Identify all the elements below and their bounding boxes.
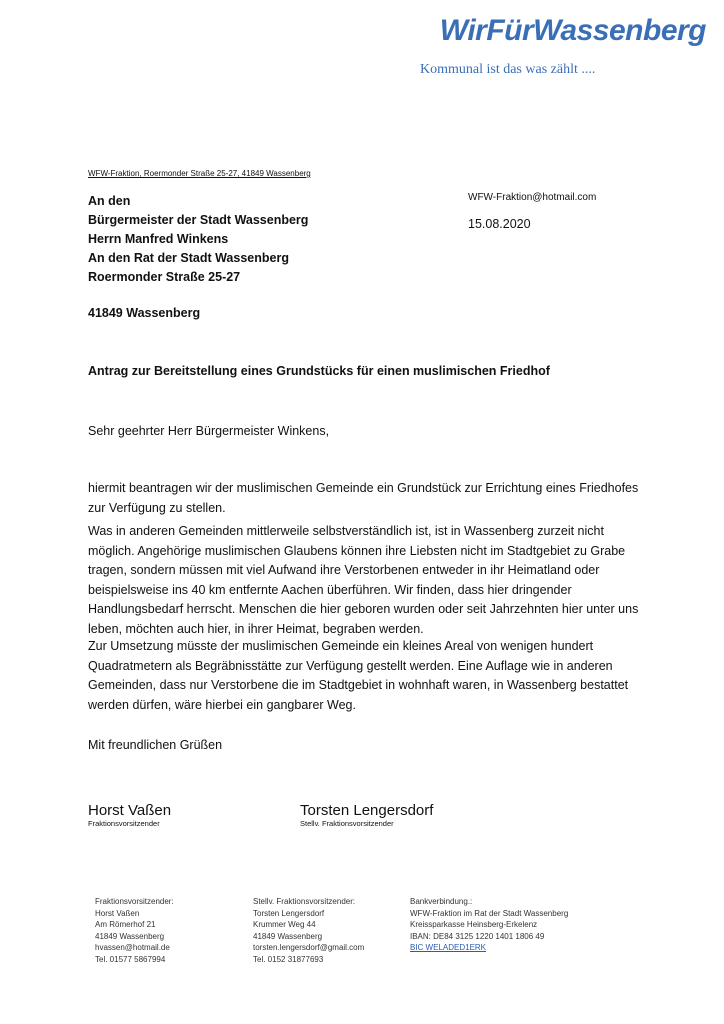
bic-link[interactable]: BIC WELADED1ERK [410, 943, 487, 953]
paragraph-line: hiermit beantragen wir der muslimischen Gemeinde ein Grundstück zur Errichtung eines Friedhofes [88, 481, 639, 495]
paragraph-line: werden dürfen, wäre hierbei ein gangbarer Weg. [88, 697, 356, 712]
footer-line: Fraktionsvorsitzender: [95, 897, 174, 906]
footer-chairman [95, 896, 174, 966]
footer-line: Kreissparkasse Heinsberg-Erkelenz [410, 920, 538, 930]
footer-line: hvassen@hotmail.de [95, 943, 170, 953]
paragraph-line: tragen, sondern müssen mit viel Aufwand ihre Verstorbenen entweder in ihr Heimatland oder [88, 563, 600, 577]
salutation: Sehr geehrter Herr Bürgermeister Winkens, [88, 424, 330, 438]
footer-line: Krummer Weg 44 [253, 920, 316, 930]
paragraph [88, 479, 648, 518]
paragraph-line: Zur Umsetzung müsste der muslimischen Gemeinde ein kleines Areal von wenigen hundert [88, 639, 594, 653]
recipient-address [88, 192, 308, 287]
footer-bank [410, 896, 568, 954]
recipient-line: Roermonder Straße 25-27 [88, 270, 241, 284]
signature-name: Torsten Lengersdorf [300, 802, 434, 819]
recipient-line: Bürgermeister der Stadt Wassenberg [88, 213, 309, 227]
footer-line: torsten.lengersdorf@gmail.com [253, 943, 365, 953]
footer-line: WFW-Fraktion im Rat der Stadt Wassenberg [410, 908, 569, 918]
paragraph-line: Gemeinden, dass nur Verstorbene die im Stadtgebiet in wohnhaft waren, in Wassenberg bestattet [88, 678, 629, 692]
paragraph-line: zur Verfügung zu stellen. [88, 500, 226, 515]
paragraph-line: leben, möchten auch hier, in ihrer Heimat, begraben werden. [88, 621, 424, 636]
footer-deputy [253, 896, 364, 966]
signature-role: Fraktionsvorsitzender [88, 819, 160, 828]
paragraph-line: beispielsweise ins 40 km entfernte Aachen überführen. Wir finden, dass hier dringender [88, 582, 572, 597]
footer-line: Stellv. Fraktionsvorsitzender: [253, 897, 356, 906]
paragraph-line: Quadratmetern als Begräbnisstätte zur Verfügung gestellt werden. Eine Auflage wie in anderen [88, 658, 613, 673]
paragraph-line: Handlungsbedarf herrscht. Menschen die hier geboren wurden oder seit Jahrzehnten hier unter uns [88, 602, 639, 616]
signature-role: Stellv. Fraktionsvorsitzender [300, 819, 394, 828]
tagline: Kommunal ist das was zählt .... [420, 62, 596, 77]
signature-block [88, 802, 171, 828]
footer-line: 41849 Wassenberg [95, 931, 165, 941]
recipient-line: An den [88, 194, 131, 208]
paragraph [88, 637, 648, 715]
footer-line: Horst Vaßen [95, 908, 140, 918]
paragraph-line: möglich. Angehörige muslimischen Glaubens können ihre Liebsten nicht im Stadtgebiet zu Grabe [88, 543, 626, 558]
footer-line: IBAN: DE84 3125 1220 1401 1806 49 [410, 931, 545, 941]
footer-line: Tel. 0152 31877693 [253, 954, 324, 964]
paragraph [88, 522, 648, 639]
footer-line: Torsten Lengersdorf [253, 908, 325, 918]
recipient-line: An den Rat der Stadt Wassenberg [88, 251, 289, 265]
letter-subject: Antrag zur Bereitstellung eines Grundstücks für einen muslimischen Friedhof [88, 364, 550, 378]
contact-email: WFW-Fraktion@hotmail.com [468, 192, 597, 203]
signature-name: Horst Vaßen [88, 802, 172, 819]
footer-line: Bankverbindung.: [410, 897, 473, 906]
sender-return-address: WFW-Fraktion, Roermonder Straße 25-27, 41849 Wassenberg [88, 169, 311, 178]
recipient-line: Herrn Manfred Winkens [88, 232, 229, 246]
letter-date: 15.08.2020 [468, 217, 531, 231]
footer-line: Am Römerhof 21 [95, 920, 156, 930]
recipient-city: 41849 Wassenberg [88, 306, 201, 320]
footer-line: Tel. 01577 5867994 [95, 954, 166, 964]
logo: WirFürWassenberg [439, 14, 706, 47]
paragraph-line: Was in anderen Gemeinden mittlerweile selbstverständlich ist, ist in Wassenberg zurzeit nicht [88, 524, 604, 538]
footer-line: 41849 Wassenberg [253, 931, 323, 941]
closing: Mit freundlichen Grüßen [88, 738, 223, 752]
signature-block [300, 802, 433, 828]
